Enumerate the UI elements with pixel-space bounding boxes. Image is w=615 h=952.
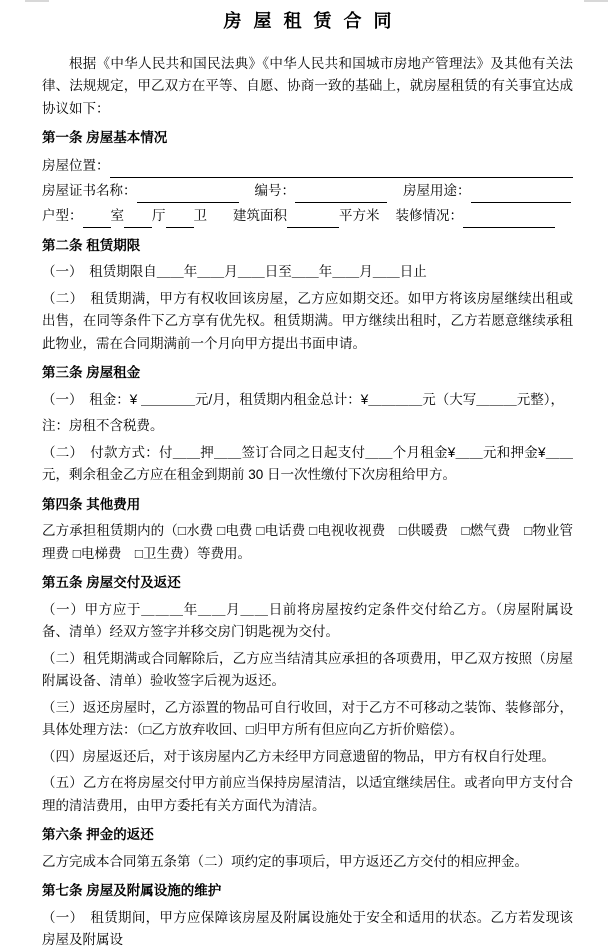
intro-paragraph: 根据《中华人民共和国民法典》《中华人民共和国城市房地产管理法》及其他有关法律、法规规定，甲乙双方在平等、自愿、协商一致的基础上，就房屋租赁的有关事宜达成协议如下： <box>42 55 573 116</box>
decoration-blank-field[interactable] <box>463 210 555 228</box>
clause-3-heading: 第三条 房屋租金 <box>42 365 141 380</box>
area-label: 建筑面积 <box>233 208 287 223</box>
clause-2-item-1: （一） 租赁期限自＿＿年＿＿月＿＿日至＿＿年＿＿月＿＿日止 <box>42 264 427 279</box>
form-line-location <box>42 153 573 178</box>
cert-no-blank-field[interactable] <box>295 185 387 203</box>
cert-no-label: 编号： <box>254 183 295 198</box>
usage-blank-field[interactable] <box>471 185 571 203</box>
clause-7-heading: 第七条 房屋及附属设施的维护 <box>42 883 222 898</box>
clause-7-item-1: （一） 租赁期间，甲方应保障该房屋及附属设施处于安全和适用的状态。乙方若发现该房屋及附属设 <box>42 909 573 947</box>
layout-label: 户型： <box>42 208 83 223</box>
usage-label: 房屋用途： <box>403 183 471 198</box>
document-title: 房屋租赁合同 <box>223 11 404 31</box>
baths-blank-field[interactable] <box>166 210 194 228</box>
clause-5-item-3: （三）返还房屋时，乙方添置的物品可自行收回，对于乙方不可移动之装饰、装修部分，具体处理方法：（□乙方放弃收回、□归甲方所有但应向乙方折价赔偿）。 <box>42 699 573 737</box>
clause-5-heading: 第五条 房屋交付及返还 <box>42 575 181 590</box>
clause-6-body: 乙方完成本合同第五条第（二）项约定的事项后，甲方返还乙方交付的相应押金。 <box>42 853 528 869</box>
clause-3-item-2: （二） 付款方式：付＿＿押＿＿签订合同之日起支付＿＿个月租金¥＿＿元和押金¥＿＿元，剩余租金乙方应在租金到期前 30 日一次性缴付下次房租给甲方。 <box>42 444 573 482</box>
form-line-layout <box>42 203 573 228</box>
rooms-blank-field[interactable] <box>83 210 111 228</box>
clause-3-note: 注：房租不含税费。 <box>42 418 164 433</box>
location-blank-field[interactable] <box>110 160 574 178</box>
bath-label: 卫 <box>193 208 207 223</box>
cert-name-blank-field[interactable] <box>137 185 239 203</box>
clause-5-item-1: （一）甲方应于＿＿＿年＿＿月＿＿日前将房屋按约定条件交付给乙方。（房屋附属设备、清单）经双方签字并移交房门钥匙视为交付。 <box>42 601 573 639</box>
decoration-label: 装修情况： <box>395 208 463 223</box>
location-label: 房屋位置： <box>42 158 110 173</box>
page-corner-mark-right <box>584 0 608 2</box>
hall-label: 厅 <box>152 208 166 223</box>
clause-5-item-2: （二）租凭期满或合同解除后，乙方应当结清其应承担的各项费用，甲乙双方按照（房屋附属设备、清单）验收签字后视为返还。 <box>42 650 573 688</box>
clause-3-item-1: （一） 租金：¥ ＿＿＿＿元/月，租赁期内租金总计：¥＿＿＿＿元（大写＿＿＿元整）， <box>42 391 565 407</box>
clause-5-item-5: （五）乙方在将房屋交付甲方前应当保持房屋清洁，以适宜继续居住。或者向甲方支付合理的清洁费用，由甲方委托有关方面代为清洁。 <box>42 775 573 813</box>
form-line-certificate <box>42 178 573 203</box>
cert-name-label: 房屋证书名称： <box>42 183 137 198</box>
clause-4-heading: 第四条 其他费用 <box>42 496 141 512</box>
clause-6-heading: 第六条 押金的返还 <box>42 827 154 842</box>
clause-2-heading: 第二条 租赁期限 <box>42 237 141 253</box>
page-corner-mark-left <box>25 0 49 2</box>
clause-4-body: 乙方承担租赁期内的（□水费 □电费 □电话费 □电视收视费 □供暖费 □燃气费 □物业管理费 □电梯费 □卫生费）等费用。 <box>42 523 573 561</box>
room-label: 室 <box>110 208 124 223</box>
sqm-label: 平方米 <box>339 208 380 223</box>
clause-5-item-4: （四）房屋返还后，对于该房屋内乙方未经甲方同意遗留的物品，甲方有权自行处理。 <box>42 748 555 764</box>
clause-2-item-2: （二） 租赁期满，甲方有权收回该房屋，乙方应如期交还。如甲方将该房屋继续出租或出售，在同等条件下乙方享有优先权。租赁期满。甲方继续出租时，乙方若愿意继续承租此物业，需在合同期满前一个月向甲方提出书面申请。 <box>42 290 573 351</box>
halls-blank-field[interactable] <box>124 210 152 228</box>
area-blank-field[interactable] <box>287 210 339 228</box>
clause-1-heading: 第一条 房屋基本情况 <box>42 130 168 145</box>
